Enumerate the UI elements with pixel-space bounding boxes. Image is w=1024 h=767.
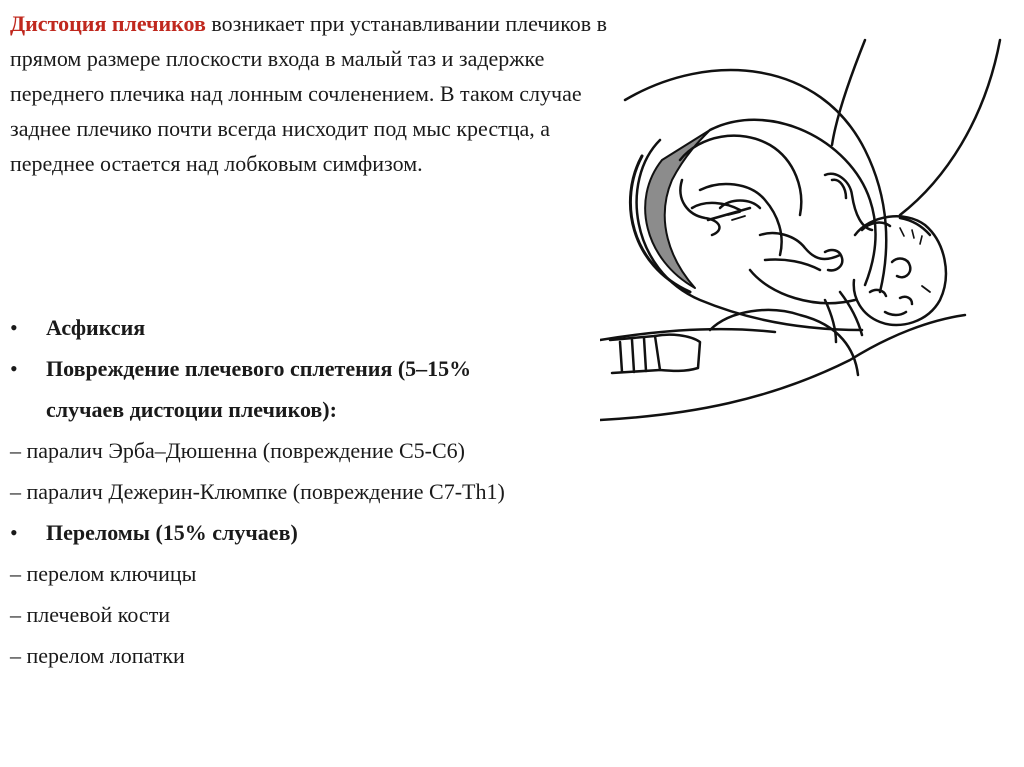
list-item-klumpke-palsy: – паралич Дежерин-Клюмпке (повреждение С7-Th1) <box>10 479 505 504</box>
list-item-plexus-injury: • Повреждение плечевого сплетения (5–15% <box>10 348 670 389</box>
list-item-clavicle-fracture: – перелом ключицы <box>10 561 197 586</box>
list-item-scapula-fracture: – перелом лопатки <box>10 643 185 668</box>
intro-term: Дистоция плечиков <box>10 11 206 36</box>
list-item-asphyxia: • Асфиксия <box>10 307 670 348</box>
complications-list <box>10 307 670 676</box>
intro-text: возникает при устанавливании плечиков в прямом размере плоскости входа в малый таз и задержке переднего плечика над лонным сочленением. В таком случае заднее плечико почти всегда нисходит под мыс крестца, а переднее остается над лобковым симфизом. <box>10 11 608 176</box>
intro-paragraph <box>10 6 610 181</box>
list-item-humerus: – плечевой кости <box>10 602 171 627</box>
list-item-erb-palsy: – паралич Эрба–Дюшенна (повреждение С5-С6) <box>10 438 465 463</box>
list-item-plexus-injury-cont: случаев дистоции плечиков): <box>46 397 337 422</box>
shoulder-dystocia-illustration <box>600 30 1020 440</box>
list-item-fractures: • Переломы (15% случаев) <box>10 512 670 553</box>
